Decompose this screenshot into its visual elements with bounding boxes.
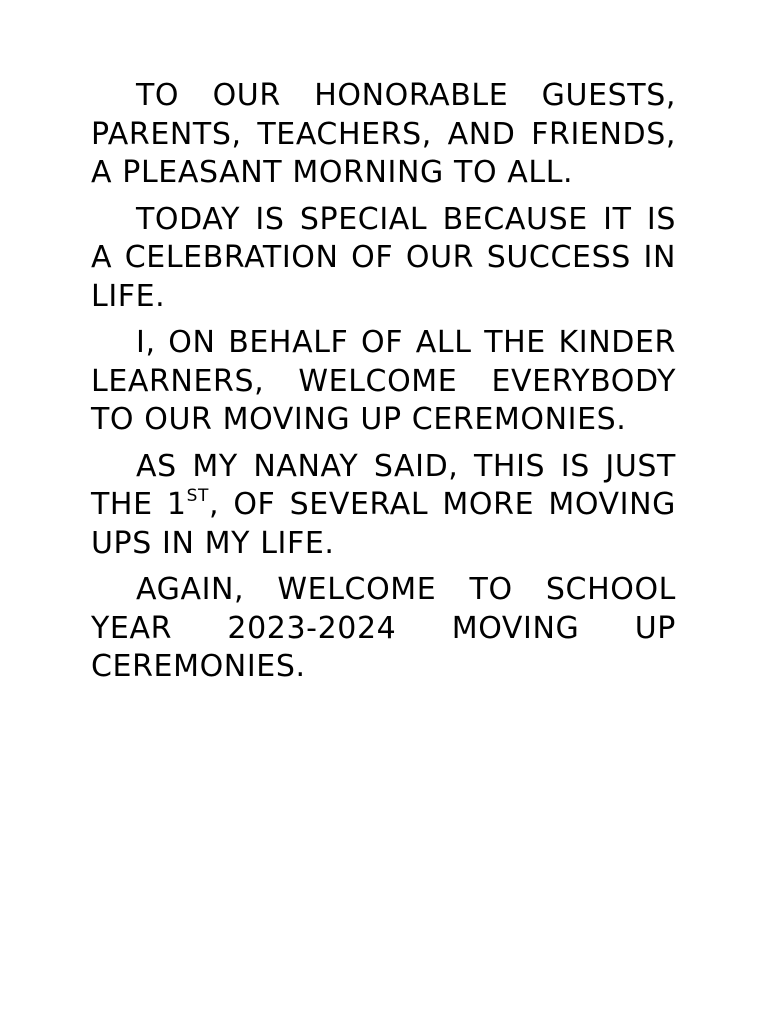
paragraph-closing: AGAIN, WELCOME TO SCHOOL YEAR 2023-2024 MOVING UP CEREMONIES.: [91, 572, 676, 684]
speech-body: [91, 77, 676, 695]
paragraph-welcome: I, ON BEHALF OF ALL THE KINDER LEARNERS, WELCOME EVERYBODY TO OUR MOVING UP CEREMONIES.: [91, 325, 676, 437]
paragraph-nanay-before: AS MY NANAY SAID, THIS IS JUST THE 1: [91, 448, 676, 522]
paragraph-nanay-after: , OF SEVERAL MORE MOVING UPS IN MY LIFE.: [91, 487, 676, 561]
paragraph-greeting: TO OUR HONORABLE GUESTS, PARENTS, TEACHERS, AND FRIENDS, A PLEASANT MORNING TO ALL.: [91, 78, 676, 190]
ordinal-superscript: ST: [186, 486, 209, 506]
paragraph-celebration: TODAY IS SPECIAL BECAUSE IT IS A CELEBRATION OF OUR SUCCESS IN LIFE.: [91, 201, 676, 314]
paragraph-nanay: [91, 448, 676, 564]
